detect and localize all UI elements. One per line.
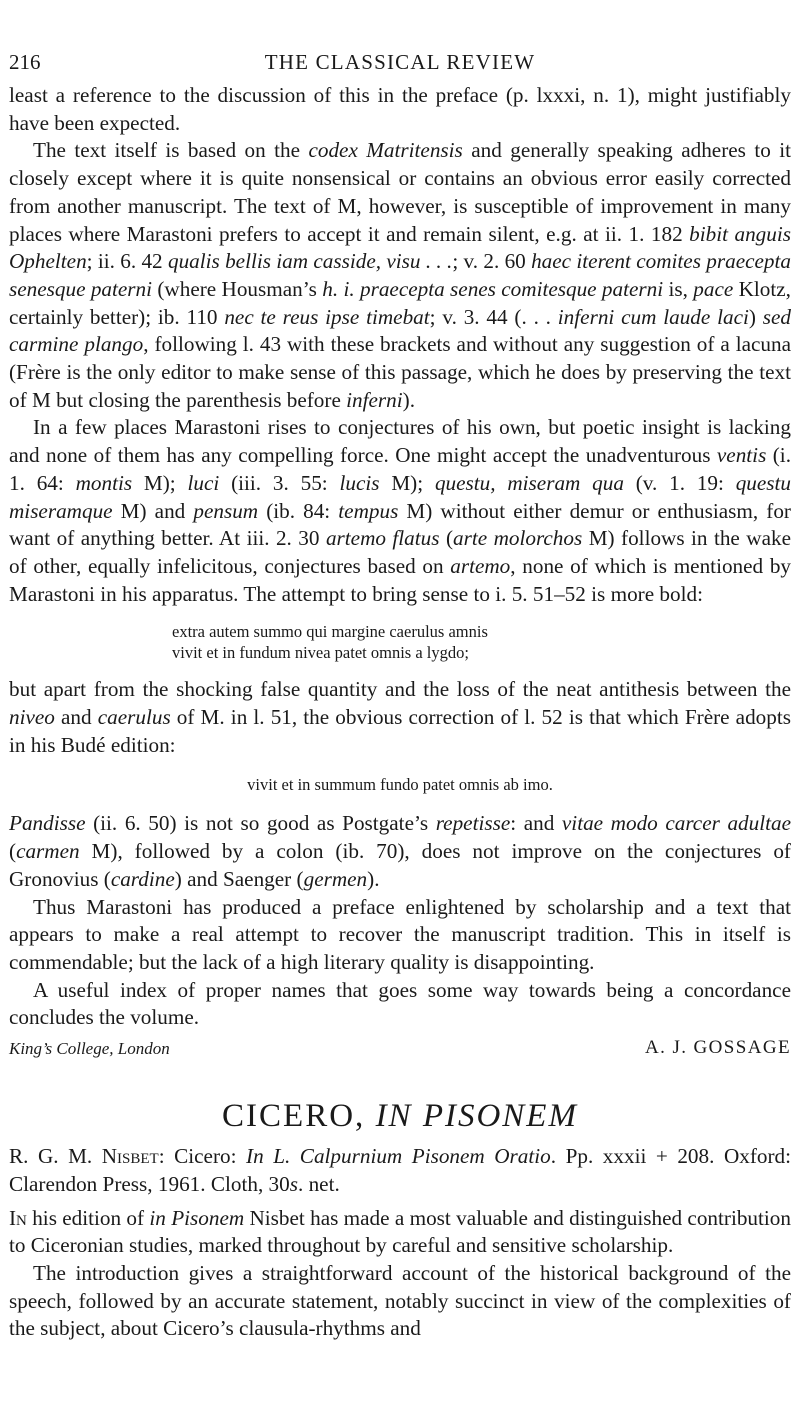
verse-line-1: extra autem summo qui margine caerulus amnis <box>172 622 488 642</box>
journal-page <box>9 0 791 1343</box>
page-number: 216 <box>9 50 41 74</box>
review1-paragraph-1: least a reference to the discussion of this in the preface (p. lxxxi, n. 1), might justifiably have been expected. <box>9 83 791 135</box>
verse-line-2: vivit et in fundum nivea patet omnis a lygdo; <box>172 643 469 663</box>
review2-citation: R. G. M. Nisbet: Cicero: In L. Calpurnium Pisonem Oratio. Pp. xxxii + 208. Oxford: Clarendon Press, 1961. Cloth, 30s. net. <box>9 1144 792 1196</box>
review1-paragraph-4: but apart from the shocking false quantity and the loss of the neat antithesis between the niveo and caerulus of M. in l. 51, the obvious correction of l. 52 is that which Frère adopts in his Budé edition: <box>9 677 791 757</box>
review1-signoff <box>9 1035 791 1065</box>
review1-paragraph-6: Thus Marastoni has produced a preface enlightened by scholarship and a text that appears to make a real attempt to recover the manuscript tradition. This in itself is commendable; but the lack of a high literary quality is disappointing. <box>9 894 791 974</box>
review1-paragraph-2: The text itself is based on the codex Matritensis and generally speaking adheres to it closely except where it is quite nonsensical or contains an obvious error easily corrected from another manuscript. The text of M, however, is susceptible of improvement in many places where Marastoni prefers to accept it and remain silent, e.g. at ii. 1. 182 bibit anguis Ophelten; ii. 6. 42 qualis bellis iam casside, visu . . .; v. 2. 60 haec iterent comites praecepta senesque paterni (where Housman’s h. i. praecepta senes comitesque paterni is, pace Klotz, certainly better); ib. 110 nec te reus ipse timebat; v. 3. 44 (. . . inferni cum laude laci) sed carmine plango, following l. 43 with these brackets and without any suggestion of a lacuna (Frère is the only editor to make sense of this passage, which he does by preserving the text of M but closing the parenthesis before inferni). <box>9 138 792 412</box>
verse-quotation <box>9 621 791 663</box>
review1-paragraph-7: A useful index of proper names that goes some way towards being a concordance concludes the volume. <box>9 977 791 1030</box>
review2-paragraph-1: In his edition of in Pisonem Nisbet has made a most valuable and distinguished contribution to Ciceronian studies, marked throughout by careful and sensitive scholarship. <box>9 1205 791 1258</box>
journal-title: THE CLASSICAL REVIEW <box>264 50 536 74</box>
verse-correction-line: vivit et in summum fundo patet omnis ab imo. <box>247 775 553 795</box>
review1-paragraph-3: In a few places Marastoni rises to conjectures of his own, but poetic insight is lacking and none of them has any compelling force. One might accept the unadventurous ventis (i. 1. 64: montis M); luci (iii. 3. 55: lucis M); questu, miseram qua (v. 1. 19: questu miseramque M) and pensum (ib. 84: tempus M) without either demur or enthusiasm, for want of anything better. At iii. 2. 30 artemo flatus (arte molorchos M) follows in the wake of other, equally infelicitous, conjectures based on artemo, none of which is mentioned by Marastoni in his apparatus. The attempt to bring sense to i. 5. 51–52 is more bold: <box>9 415 792 606</box>
review2-heading: CICERO, IN PISONEM <box>222 1098 578 1135</box>
running-header <box>9 38 791 82</box>
reviewer-institution: King’s College, London <box>9 1039 170 1059</box>
verse-correction <box>9 774 791 795</box>
reviewer-name: A. J. GOSSAGE <box>645 1037 791 1059</box>
review2-paragraph-2: The introduction gives a straightforward account of the historical background of the speech, followed by an accurate statement, notably succinct in view of the complexities of the subject, about Cicero’s clausula-rhythms and <box>9 1260 791 1341</box>
review1-paragraph-5: Pandisse (ii. 6. 50) is not so good as Postgate’s repetisse: and vitae modo carcer adultae (carmen M), followed by a colon (ib. 70), does not improve on the conjectures of Gronovius (cardine) and Saenger (germen). <box>9 811 792 891</box>
